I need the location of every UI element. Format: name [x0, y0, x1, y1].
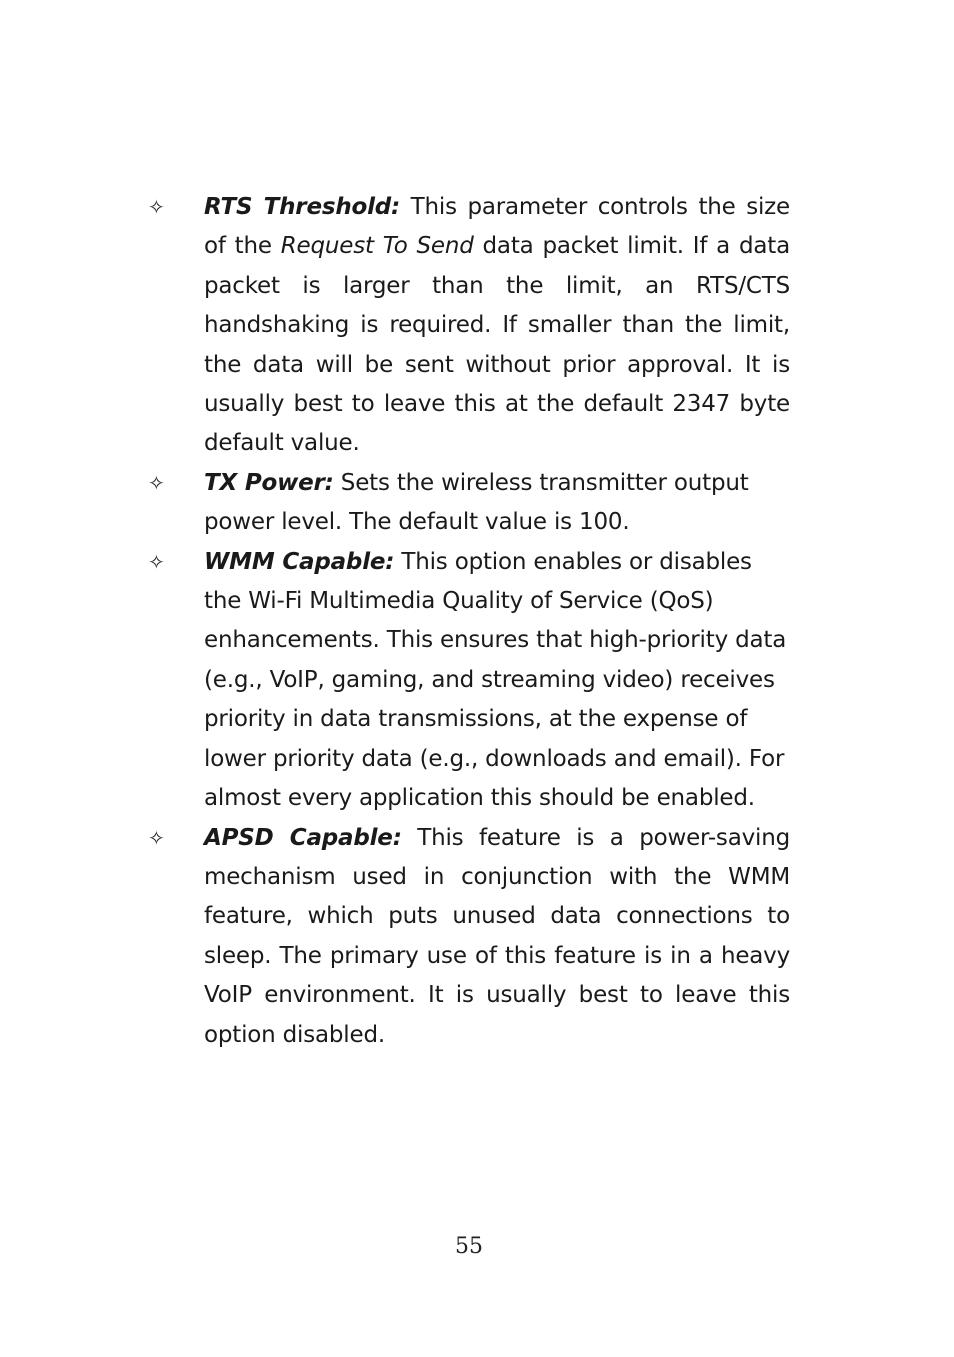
- item-description: This feature is a power-saving mechanism used in conjunction with the WMM feature, which puts unused data connections to sleep. The primary use of this feature is in a heavy VoIP environment. It is usually best to leave this option disabled.: [204, 824, 790, 1048]
- item-text: [204, 819, 790, 1055]
- item-text: [204, 188, 790, 464]
- item-description: Sets the wireless transmitter output power level. The default value is 100.: [204, 469, 749, 536]
- list-item-rts-threshold: [148, 188, 790, 464]
- bullet-list: [148, 188, 790, 1055]
- sparkle-bullet-icon: ✧: [148, 549, 165, 574]
- list-item-tx-power: [148, 464, 790, 543]
- item-term: TX Power:: [204, 469, 334, 496]
- sparkle-bullet-icon: ✧: [148, 195, 165, 219]
- page-number: 55: [455, 1234, 483, 1259]
- item-term: WMM Capable:: [204, 548, 395, 575]
- item-term: RTS Threshold:: [204, 194, 401, 220]
- item-description: This option enables or disables the Wi-Fi Multimedia Quality of Service (QoS) enhancements. This ensures that high-priority data (e.g., VoIP, gaming, and streaming video) receives priority in data transmissions, at the expense of lower priority data (e.g., downloads and email). For almost every application this should be enabled.: [204, 548, 787, 812]
- sparkle-bullet-icon: ✧: [148, 825, 165, 850]
- list-item-wmm-capable: [148, 543, 790, 819]
- item-description: data packet limit. If a data packet is larger than the limit, an RTS/CTS handshaking is required. If smaller than the limit, the data will be sent without prior approval. It is usually best to leave this at the default 2347 byte default value.: [204, 233, 790, 457]
- list-item-apsd-capable: [148, 819, 790, 1055]
- item-description-emphasis: Request To Send: [280, 233, 474, 260]
- item-text: [204, 543, 790, 819]
- item-text: [204, 464, 790, 543]
- item-term: APSD Capable:: [204, 824, 402, 851]
- item-description: This parameter controls the size of the: [204, 194, 790, 260]
- sparkle-bullet-icon: ✧: [148, 470, 165, 495]
